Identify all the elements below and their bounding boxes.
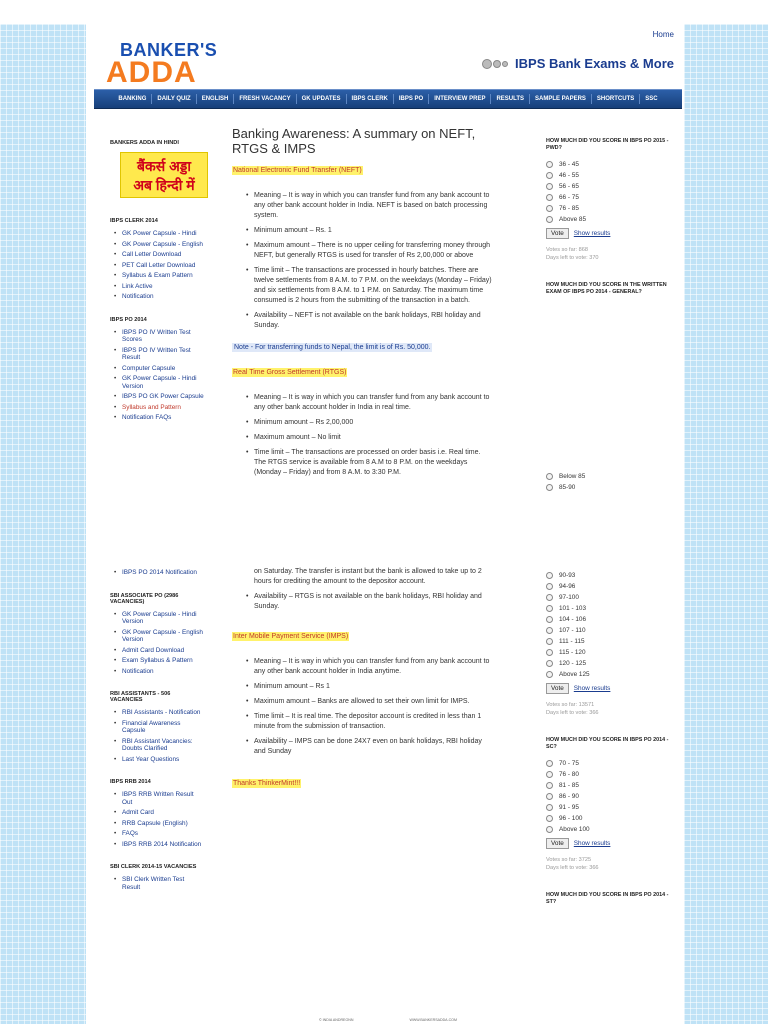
- nav-item[interactable]: DAILY QUIZ: [152, 94, 196, 104]
- radio-icon[interactable]: [546, 760, 553, 767]
- page-footer: [94, 1018, 682, 1022]
- footer-left: © INDIA ANDREONN: [319, 1018, 354, 1022]
- sidebar-list: [114, 611, 204, 676]
- sidebar-heading: RBI ASSISTANTS - 506 VACANCIES: [110, 691, 171, 703]
- nav-item[interactable]: IBPS PO: [394, 94, 429, 104]
- option-label: 56 - 65: [559, 182, 579, 190]
- sidebar-list: [114, 876, 204, 891]
- site-logo[interactable]: [106, 40, 218, 89]
- sidebar-link[interactable]: • GK Power Capsule - English: [114, 241, 204, 249]
- poll-question: HOW MUCH DID YOU SCORE IN IBPS PO 2015 - PWD?: [546, 138, 669, 151]
- list-item: • Minimum amount – Rs. 1: [246, 226, 494, 236]
- show-results-link[interactable]: Show results: [573, 685, 611, 692]
- sidebar-link[interactable]: • IBPS RRB Written Result Out: [114, 791, 204, 806]
- sidebar-link[interactable]: • Link Active: [114, 283, 204, 291]
- list-item: • Availability – NEFT is not available on the bank holidays, RBI holiday and Sunday.: [246, 311, 494, 331]
- option-label: 104 - 106: [559, 615, 587, 623]
- poll-stats: [546, 246, 674, 262]
- article-title: Banking Awareness: A summary on NEFT, RTGS & IMPS: [232, 126, 476, 156]
- poll-option[interactable]: [546, 637, 674, 645]
- home-link[interactable]: Home: [652, 30, 674, 39]
- nav-item[interactable]: INTERVIEW PREP: [429, 94, 491, 104]
- nav-item[interactable]: SAMPLE PAPERS: [530, 94, 592, 104]
- right-grid-stripe: [684, 24, 768, 1024]
- sidebar-link[interactable]: • Syllabus & Exam Pattern: [114, 272, 204, 280]
- days-left: Days left to vote: 366: [546, 710, 599, 716]
- option-label: 70 - 75: [559, 759, 579, 767]
- poll-option[interactable]: [546, 472, 674, 480]
- sidebar-link[interactable]: • Admit Card: [114, 809, 204, 817]
- sidebar-link[interactable]: • Computer Capsule: [114, 365, 204, 373]
- sidebar-link[interactable]: • GK Power Capsule - Hindi Version: [114, 611, 204, 626]
- neft-list: [246, 191, 494, 331]
- option-label: 101 - 103: [559, 604, 587, 612]
- poll-option[interactable]: [546, 770, 674, 778]
- poll-option[interactable]: [546, 593, 674, 601]
- vote-button[interactable]: Vote: [546, 838, 569, 849]
- option-label: 111 - 115: [559, 637, 585, 645]
- article-main: [232, 126, 494, 488]
- votes-count: Votes so far: 3725: [546, 857, 592, 863]
- radio-icon[interactable]: [546, 804, 553, 811]
- neft-heading: National Electronic Fund Transfer (NEFT): [233, 167, 362, 174]
- option-label: 91 - 95: [559, 803, 579, 811]
- radio-icon[interactable]: [546, 627, 553, 634]
- vote-row: [546, 838, 674, 849]
- radio-icon[interactable]: [546, 793, 553, 800]
- sidebar-link[interactable]: • GK Power Capsule - Hindi Version: [114, 375, 204, 390]
- list-item-cont: on Saturday. The transfer is instant but the bank is allowed to take up to 2 hours for crediting the amount to the depositor account.: [254, 568, 482, 585]
- polls-column-cont: [546, 571, 674, 914]
- votes-count: Votes so far: 13571: [546, 702, 595, 708]
- nav-item[interactable]: IBPS CLERK: [347, 94, 394, 104]
- sidebar-heading: SBI ASSOCIATE PO (2986 VACANCIES): [110, 592, 179, 605]
- sidebar-link[interactable]: • GK Power Capsule - Hindi: [114, 230, 204, 238]
- poll-option[interactable]: [546, 204, 674, 212]
- vote-row: [546, 683, 674, 694]
- option-label: 94-96: [559, 582, 576, 590]
- days-left: Days left to vote: 370: [546, 255, 599, 261]
- radio-icon[interactable]: [546, 605, 553, 612]
- poll-option[interactable]: [546, 160, 674, 168]
- nepal-note: Note - For transferring funds to Nepal, the limit is of Rs. 50,000.: [234, 344, 431, 351]
- poll-option[interactable]: [546, 803, 674, 811]
- option-label: 115 - 120: [559, 648, 586, 656]
- page-2: [94, 563, 682, 1024]
- list-item: • Maximum amount – Banks are allowed to set their own limit for IMPS.: [246, 697, 494, 707]
- radio-icon[interactable]: [546, 216, 553, 223]
- sidebar-link[interactable]: • SBI Clerk Written Test Result: [114, 876, 204, 891]
- left-grid-stripe: [0, 24, 86, 1024]
- option-label: Above 100: [559, 825, 590, 833]
- option-label: 97-100: [559, 593, 579, 601]
- option-label: 81 - 85: [559, 781, 579, 789]
- option-label: 90-93: [559, 571, 576, 579]
- list-item: • Meaning – It is way in which you can transfer fund from any bank account to any other bank account holder in India in real time.: [246, 393, 494, 413]
- article-main-cont: [232, 567, 494, 788]
- imps-list: [246, 657, 494, 757]
- radio-icon[interactable]: [546, 782, 553, 789]
- sidebar-heading: SBI CLERK 2014-15 VACANCIES: [110, 864, 197, 870]
- radio-icon[interactable]: [546, 194, 553, 201]
- option-label: 86 - 90: [559, 792, 579, 800]
- poll-option[interactable]: [546, 781, 674, 789]
- radio-icon[interactable]: [546, 183, 553, 190]
- poll-option[interactable]: [546, 182, 674, 190]
- sidebar-link[interactable]: • Financial Awareness Capsule: [114, 720, 204, 735]
- option-label: 76 - 80: [559, 770, 579, 778]
- show-results-link[interactable]: Show results: [573, 230, 611, 237]
- poll-option[interactable]: [546, 615, 674, 623]
- nav-item[interactable]: BANKING: [113, 94, 152, 104]
- poll-option[interactable]: [546, 670, 674, 678]
- poll-question: HOW MUCH DID YOU SCORE IN THE WRITTEN EXAM OF IBPS PO 2014 - GENERAL?: [546, 282, 667, 295]
- sidebar-heading: IBPS CLERK 2014: [110, 218, 158, 224]
- nav-item[interactable]: FRESH VACANCY: [234, 94, 296, 104]
- radio-icon[interactable]: [546, 172, 553, 179]
- poll-option[interactable]: [546, 792, 674, 800]
- option-label: 107 - 110: [559, 626, 586, 634]
- sidebar-link[interactable]: • Notification: [114, 668, 204, 676]
- poll-option[interactable]: [546, 814, 674, 822]
- sidebar-list: [114, 230, 204, 301]
- list-item: • Maximum amount – No limit: [246, 433, 494, 443]
- poll-option[interactable]: [546, 483, 674, 491]
- radio-icon[interactable]: [546, 484, 553, 491]
- option-label: Below 85: [559, 472, 586, 480]
- sidebar-link[interactable]: • FAQs: [114, 830, 204, 838]
- nav-item[interactable]: ENGLISH: [197, 94, 235, 104]
- page-1: [94, 24, 682, 522]
- option-label: 120 - 125: [559, 659, 587, 667]
- sidebar-link[interactable]: • IBPS PO 2014 Notification: [114, 569, 204, 577]
- nav-item[interactable]: SHORTCUTS: [592, 94, 640, 104]
- spacer: [232, 622, 494, 632]
- tagline-text: IBPS Bank Exams & More: [515, 56, 674, 71]
- sidebar-link[interactable]: • Call Letter Download: [114, 251, 204, 259]
- radio-icon[interactable]: [546, 205, 553, 212]
- rtgs-list-cont: [246, 567, 494, 612]
- sidebar-heading: IBPS RRB 2014: [110, 779, 151, 785]
- show-results-link[interactable]: Show results: [573, 840, 611, 847]
- sidebar-link[interactable]: • Notification: [114, 293, 204, 301]
- poll-option[interactable]: [546, 571, 674, 579]
- sidebar-link[interactable]: • Admit Card Download: [114, 647, 204, 655]
- option-label: 46 - 55: [559, 171, 579, 179]
- poll-stats: [546, 856, 674, 872]
- poll-option[interactable]: [546, 648, 674, 656]
- option-label: 76 - 85: [559, 204, 579, 212]
- dots-icon: [482, 59, 509, 69]
- option-label: 66 - 75: [559, 193, 579, 201]
- option-label: 96 - 100: [559, 814, 583, 822]
- sidebar-link[interactable]: • RBI Assistant Vacancies: Doubts Clarified: [114, 738, 204, 753]
- sidebar-list: [114, 791, 204, 848]
- sidebar-link[interactable]: • PET Call Letter Download: [114, 262, 204, 270]
- sidebar-link[interactable]: • Last Year Questions: [114, 756, 204, 764]
- left-sidebar-cont: [104, 569, 204, 907]
- sidebar-list: [114, 329, 204, 422]
- sidebar-link[interactable]: • IBPS RRB 2014 Notification: [114, 841, 204, 849]
- sidebar-list: [114, 569, 204, 577]
- rtgs-heading: Real Time Gross Settlement (RTGS): [233, 369, 347, 376]
- list-item: • Maximum amount – There is no upper ceiling for transferring money through NEFT, but generally RTGS is used for transfer of Rs 2,00,000 or above: [246, 241, 494, 261]
- poll-option[interactable]: [546, 626, 674, 634]
- poll-option[interactable]: [546, 171, 674, 179]
- list-item: • Availability – RTGS is not available on the bank holidays, RBI holiday and Sunday.: [246, 592, 494, 612]
- sidebar-heading: IBPS PO 2014: [110, 316, 147, 323]
- sidebar-link[interactable]: • IBPS PO IV Written Test Scores: [114, 329, 204, 344]
- list-item: • Minimum amount – Rs 1: [246, 682, 494, 692]
- poll-option[interactable]: [546, 215, 674, 223]
- vote-button[interactable]: Vote: [546, 228, 569, 239]
- thanks-note: Thanks ThinkerMint!!!: [233, 780, 301, 787]
- radio-icon[interactable]: [546, 771, 553, 778]
- sidebar-link[interactable]: • GK Power Capsule - English Version: [114, 629, 204, 644]
- logo-line1: BANKER'S: [120, 40, 218, 60]
- hindi-banner-line2: अब हिन्दी में: [133, 177, 195, 193]
- option-label: 36 - 45: [559, 160, 579, 168]
- list-item: • Availability – IMPS can be done 24X7 even on bank holidays, RBI holiday and Sunday: [246, 737, 494, 757]
- sidebar-list: [114, 709, 204, 763]
- poll-option[interactable]: [546, 825, 674, 833]
- poll-option[interactable]: [546, 659, 674, 667]
- site-tagline: [482, 56, 674, 71]
- left-sidebar: [104, 140, 204, 438]
- nav-item[interactable]: SSC: [645, 96, 658, 102]
- list-item: • Time limit – The transactions are processed in hourly batches. There are twelve settlements from 8 A.M. to 7 P.M. on the weekdays (Monday – Friday) and six settlements from 8 A.M. to 1 P.M. on Saturday. The maximum time consumed is 2 hours from the submitting of the transaction in a batch.: [246, 266, 494, 306]
- poll-question: HOW MUCH DID YOU SCORE IN IBPS PO 2014 - SC?: [546, 737, 669, 750]
- sidebar-link[interactable]: • IBPS PO GK Power Capsule: [114, 393, 204, 401]
- poll-option[interactable]: [546, 193, 674, 201]
- vote-button[interactable]: Vote: [546, 683, 569, 694]
- poll-option[interactable]: [546, 759, 674, 767]
- radio-icon[interactable]: [546, 649, 553, 656]
- hindi-banner[interactable]: [120, 152, 208, 198]
- radio-icon[interactable]: [546, 473, 553, 480]
- footer-right: WWW.BANKERSADDA.COM: [409, 1018, 457, 1022]
- sidebar-link[interactable]: • Syllabus and Pattern: [114, 404, 204, 412]
- radio-icon[interactable]: [546, 671, 553, 678]
- nav-item[interactable]: RESULTS: [491, 94, 530, 104]
- poll-spacer: [546, 304, 674, 472]
- rtgs-list: [246, 393, 494, 478]
- list-item: • Meaning – It is way in which you can transfer fund from any bank account to any other bank account holder in India. NEFT is based on batch processing system.: [246, 191, 494, 221]
- poll-stats: [546, 701, 674, 717]
- sidebar-link[interactable]: • Exam Syllabus & Pattern: [114, 657, 204, 665]
- poll-option[interactable]: [546, 582, 674, 590]
- option-label: 85-90: [559, 483, 576, 491]
- vote-row: [546, 228, 674, 239]
- radio-icon[interactable]: [546, 583, 553, 590]
- list-item: • Time limit – The transactions are processed on order basis i.e. Real time. The RTGS service is available from 8 A.M to 8 P.M. on the weekdays (Monday – Friday) and from 8 A.M. to 3:30 P.M.: [246, 448, 494, 478]
- logo-line2: ADDA: [106, 56, 197, 89]
- list-item: • Minimum amount – Rs 2,00,000: [246, 418, 494, 428]
- poll-question: HOW MUCH DID YOU SCORE IN IBPS PO 2014 - ST?: [546, 892, 669, 905]
- radio-icon[interactable]: [546, 638, 553, 645]
- sidebar-link[interactable]: • IBPS PO IV Written Test Result: [114, 347, 204, 362]
- sidebar-link[interactable]: • Notification FAQs: [114, 414, 204, 422]
- votes-count: Votes so far: 868: [546, 247, 588, 253]
- sidebar-heading: BANKERS ADDA IN HINDI: [110, 140, 179, 146]
- sidebar-link[interactable]: • RRB Capsule (English): [114, 820, 204, 828]
- days-left: Days left to vote: 366: [546, 865, 599, 871]
- main-nav: [94, 89, 682, 109]
- polls-column: [546, 138, 674, 494]
- hindi-banner-line1: बैंकर्स अड्डा: [136, 158, 191, 174]
- imps-heading: Inter Mobile Payment Service (IMPS): [233, 633, 349, 640]
- list-item: • Time limit – It is real time. The depositor account is credited in less than 1 minute from the submission of transaction.: [246, 712, 494, 732]
- option-label: Above 125: [559, 670, 590, 678]
- nav-item[interactable]: GK UPDATES: [297, 94, 347, 104]
- option-label: Above 85: [559, 215, 587, 223]
- radio-icon[interactable]: [546, 815, 553, 822]
- radio-icon[interactable]: [546, 660, 553, 667]
- poll-option[interactable]: [546, 604, 674, 612]
- radio-icon[interactable]: [546, 161, 553, 168]
- radio-icon[interactable]: [546, 826, 553, 833]
- radio-icon[interactable]: [546, 594, 553, 601]
- list-item: • Meaning – It is way in which you can transfer fund from any bank account to any other bank account holder in India anytime.: [246, 657, 494, 677]
- sidebar-link[interactable]: • RBI Assistants - Notification: [114, 709, 204, 717]
- radio-icon[interactable]: [546, 616, 553, 623]
- radio-icon[interactable]: [546, 572, 553, 579]
